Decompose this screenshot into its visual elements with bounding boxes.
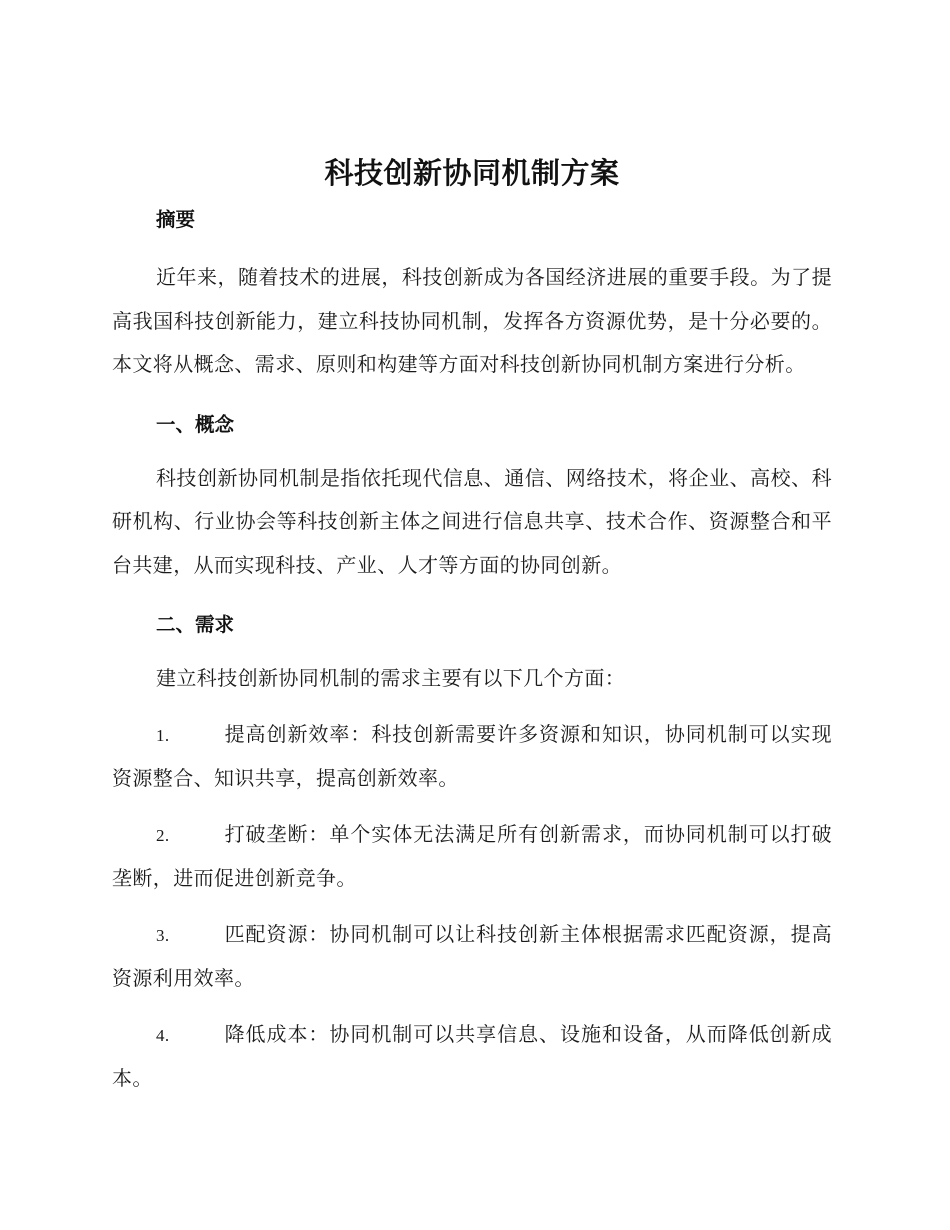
list-item-text: 提高创新效率：科技创新需要许多资源和知识，协同机制可以实现资源整合、知识共享，提高创新效率。 [112, 721, 832, 790]
list-item-text: 打破垄断：单个实体无法满足所有创新需求，而协同机制可以打破垄断，进而促进创新竞争。 [112, 821, 832, 890]
list-item [112, 713, 832, 801]
section-heading-concept: 一、概念 [156, 412, 235, 436]
list-item [112, 913, 832, 1001]
document-title: 科技创新协同机制方案 [324, 156, 620, 190]
list-item-text: 降低成本：协同机制可以共享信息、设施和设备，从而降低创新成本。 [112, 1021, 832, 1090]
list-item-number: 4. [156, 1025, 170, 1045]
abstract-paragraph: 近年来，随着技术的进展，科技创新成为各国经济进展的重要手段。为了提高我国科技创新能力，建立科技协同机制，发挥各方资源优势，是十分必要的。本文将从概念、需求、原则和构建等方面对科技创新协同机制方案进行分析。 [112, 265, 832, 376]
list-item [112, 1013, 832, 1101]
list-item-number: 1. [156, 725, 170, 745]
section-paragraph-concept: 科技创新协同机制是指依托现代信息、通信、网络技术，将企业、高校、科研机构、行业协会等科技创新主体之间进行信息共享、技术合作、资源整合和平台共建，从而实现科技、产业、人才等方面的协同创新。 [112, 465, 832, 577]
list-item-text: 匹配资源：协同机制可以让科技创新主体根据需求匹配资源，提高资源利用效率。 [112, 921, 832, 990]
list-item [112, 813, 832, 901]
list-item-number: 2. [156, 825, 170, 845]
list-item-number: 3. [156, 925, 170, 945]
document-content [112, 150, 832, 1101]
abstract-heading: 摘要 [156, 208, 196, 231]
section-paragraph-needs: 建立科技创新协同机制的需求主要有以下几个方面： [156, 666, 626, 690]
section-heading-needs: 二、需求 [156, 613, 235, 636]
needs-list [112, 713, 832, 1101]
